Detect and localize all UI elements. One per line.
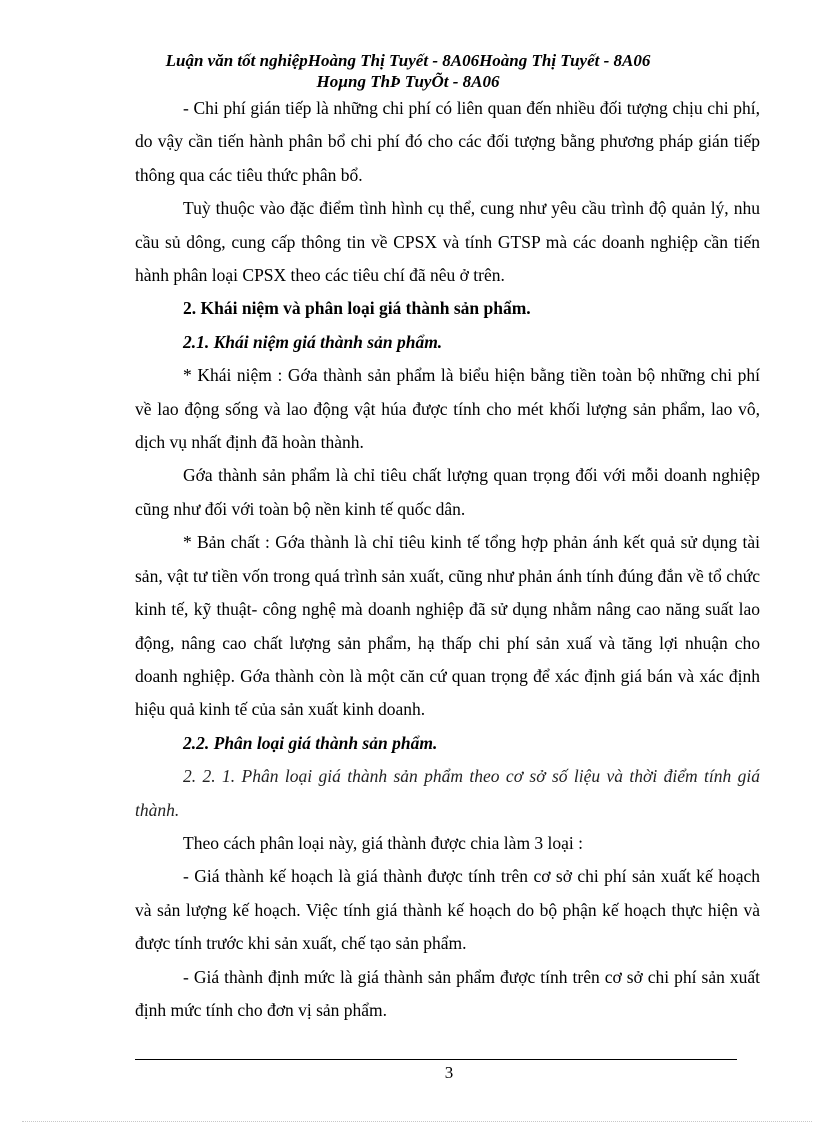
page-number: 3 (444, 1063, 454, 1082)
paragraph-nature: * Bản chất : Gớa thành là chỉ tiêu kinh tế tổng hợp phản ánh kết quả sử dụng tài sản, vật tư tiền vốn trong quá trình sản xuất, cũng như phản ánh tính đúng đắn về tổ chức kinh tế, kỹ thuật- công nghệ mà doanh nghiệp đã sử dụng nhằm nâng cao năng suất lao động, nâng cao chất lượng sản phẩm, hạ thấp chi phí sản xuấ và tăng lợi nhuận cho doanh nghiệp. Gớa thành còn là một căn cứ quan trọng để xác định giá bán và xác định hiệu quả kinh tế của sản xuất kinh doanh. (135, 532, 760, 720)
paragraph-concept: * Khái niệm : Gớa thành sản phẩm là biểu hiện bằng tiền toàn bộ những chi phí về lao động sống và lao động vật húa được tính cho mét khối lượng sản phẩm, lao vô, dịch vụ nhất định đã hoàn thành. (135, 365, 760, 453)
header-line-1: Luận văn tốt nghiệpHoàng Thị Tuyết - 8A06Hoàng Thị Tuyết - 8A06 (165, 51, 651, 70)
document-body (135, 92, 760, 1027)
paragraph-planned-cost: - Giá thành kế hoạch là giá thành được tính trên cơ sở chi phí sản xuất kế hoạch và sản lượng kế hoạch. Việc tính giá thành kế hoạch do bộ phận kế hoạch thực hiện và được tính trước khi sản xuất, chế tạo sản phẩm. (135, 866, 760, 954)
paragraph-three-types: Theo cách phân loại này, giá thành được chia làm 3 loại : (183, 832, 584, 853)
paragraph-classification-depends: Tuỳ thuộc vào đặc điểm tình hình cụ thể, cung như yêu cầu trình độ quản lý, nhu cầu sủ dông, cung cấp thông tin về CPSX và tính GTSP mà các doanh nghiệp cần tiến hành phân loại CPSX theo các tiêu chí đã nêu ở trên. (135, 198, 760, 286)
section-heading-2-1: 2.1. Khái niệm giá thành sản phẩm. (183, 331, 443, 352)
header-line-2: Hoµng ThÞ TuyÕt - 8A06 (316, 72, 500, 91)
page-header (0, 50, 816, 92)
paragraph-standard-cost: - Giá thành định mức là giá thành sản phẩm được tính trên cơ sở chi phí sản xuất định mức tính cho đơn vị sản phẩm. (135, 966, 760, 1020)
section-heading-2: 2. Khái niệm và phân loại giá thành sản phẩm. (183, 298, 531, 319)
paragraph-indirect-costs: - Chi phí gián tiếp là những chi phí có liên quan đến nhiều đối tượng chịu chi phí, do vậy cần tiến hành phân bổ chi phí đó cho các đối tượng bằng phương pháp gián tiếp thông qua các tiêu thức phân bổ. (135, 98, 760, 185)
page-bottom-edge (22, 1121, 812, 1122)
section-heading-2-2-1: 2. 2. 1. Phân loại giá thành sản phẩm theo cơ sở số liệu và thời điểm tính giá thành. (135, 766, 760, 820)
paragraph-quality-indicator: Gớa thành sản phẩm là chỉ tiêu chất lượng quan trọng đối với mỗi doanh nghiệp cũng như đối với toàn bộ nền kinh tế quốc dân. (135, 465, 760, 519)
footer-divider (135, 1059, 737, 1060)
section-heading-2-2: 2.2. Phân loại giá thành sản phẩm. (183, 732, 438, 753)
